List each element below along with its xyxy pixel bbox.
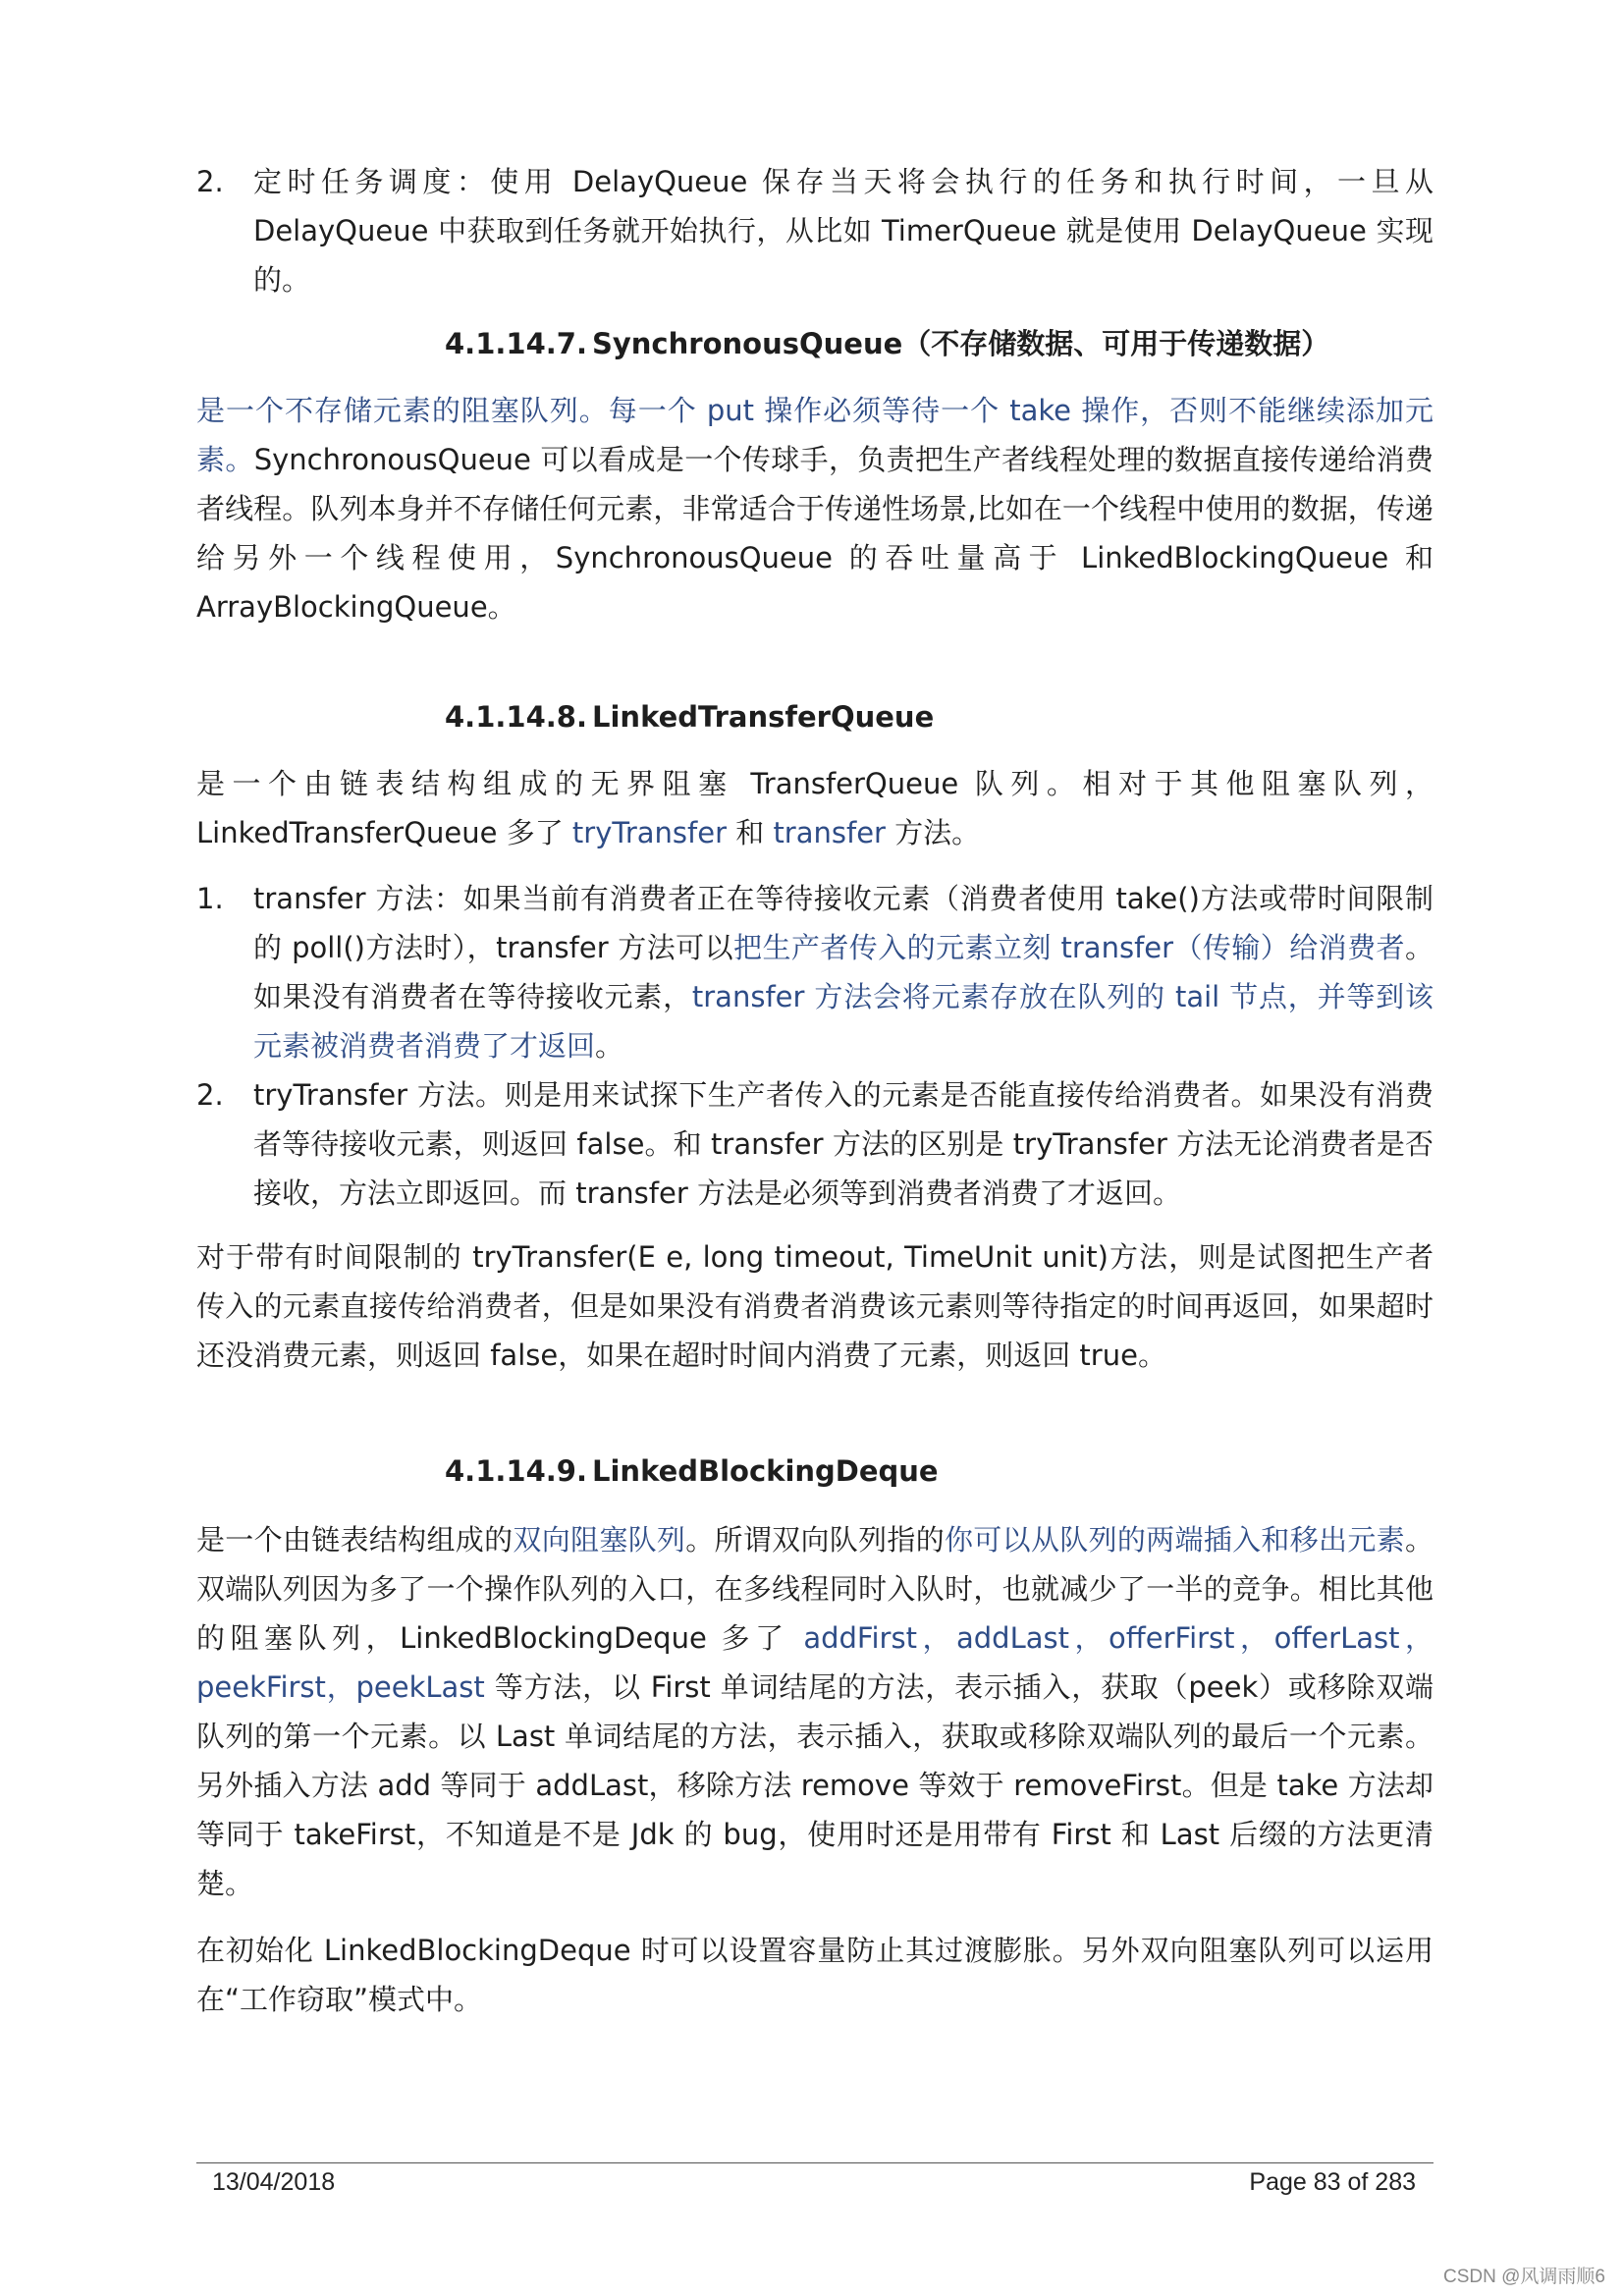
paragraph-text: 等方法，以 First 单词结尾的方法，表示插入，获取（peek）或移除双端队列的第一个元素。以 Last 单词结尾的方法，表示插入，获取或移除双端队列的最后一个元素。另外插入方法 add 等同于 addLast，移除方法 remove 等效于 removeFirst。但是 take 方法却等同于 takeFirst，不知道是不是 Jdk 的 bug，使用时还是用带有 First 和 Last 后缀的方法更清楚。 (196, 1670, 1434, 1900)
section-title: LinkedBlockingDeque (592, 1454, 939, 1488)
footer-page-number: Page 83 of 283 (1249, 2168, 1416, 2196)
footer-rule (196, 2162, 1434, 2163)
paragraph-text: SynchronousQueue 可以看成是一个传球手，负责把生产者线程处理的数据直接传递给消费者线程。队列本身并不存储任何元素，非常适合于传递性场景,比如在一个线程中使用的数据，传递给另外一个线程使用，SynchronousQueue 的吞吐量高于 LinkedBlockingQueue 和 ArrayBlockingQueue。 (196, 443, 1434, 624)
section-body-linkedblockingdeque (196, 1515, 1434, 2024)
section-title: SynchronousQueue（不存储数据、可用于传递数据） (592, 327, 1330, 360)
section-heading-linkedtransferqueue (445, 697, 934, 737)
list-item-text: tryTransfer 方法。则是用来试探下生产者传入的元素是否能直接传给消费者。如果没有消费者等待接收元素，则返回 false。和 transfer 方法的区别是 tryTransfer 方法无论消费者是否接收，方法立即返回。而 transfer 方法是必须等到消费者消费了才返回。 (253, 1078, 1434, 1210)
section-body-synchronousqueue (196, 386, 1434, 631)
paragraph: 在初始化 LinkedBlockingDeque 时可以设置容量防止其过渡膨胀。另外双向阻塞队列可以运用在“工作窃取”模式中。 (196, 1934, 1434, 2016)
paragraph: 对于带有时间限制的 tryTransfer(E e, long timeout, TimeUnit unit)方法，则是试图把生产者传入的元素直接传给消费者，但是如果没有消费者消费该元素则等待指定的时间再返回，如果超时还没消费元素，则返回 false，如果在超时时间内消费了元素，则返回 true。 (196, 1240, 1434, 1372)
list-item (196, 874, 1434, 1070)
section-number: 4.1.14.8. (445, 700, 587, 734)
paragraph-text: 方法。 (885, 816, 981, 849)
paragraph-text: 。 (595, 1029, 624, 1063)
section-heading-linkedblockingdeque (445, 1451, 939, 1491)
section-number: 4.1.14.7. (445, 327, 587, 360)
paragraph-text: 。双端队列因为多了一个操作队列的入口，在多线程同时入队时，也就减少了一半的竞争。相比其他的阻塞队列，LinkedBlockingDeque 多了 (196, 1523, 1434, 1655)
highlight-text: 是一个不存储元素的阻塞队列。每一个 put 操作必须等待一个 take 操作，否则不能继续添加元素。 (196, 394, 1434, 476)
list-number: 1. (196, 882, 224, 915)
list-item (196, 157, 1434, 304)
paragraph (196, 386, 1434, 631)
list-number: 2. (196, 165, 224, 198)
method-name: transfer (773, 816, 886, 849)
highlight-text: 双向阻塞队列 (513, 1523, 686, 1557)
highlight-text: 把生产者传入的元素立刻 transfer（传输）给消费者 (733, 931, 1405, 964)
section-intro-linkedtransferqueue (196, 759, 1434, 857)
paragraph (196, 759, 1434, 857)
paragraph-text: 是一个由链表结构组成的无界阻塞 TransferQueue 队列。相对于其他阻塞队列，LinkedTransferQueue 多了 (196, 767, 1434, 849)
list-item-text (253, 874, 1434, 1070)
paragraph (196, 1515, 1434, 1908)
list-number: 2. (196, 1078, 224, 1112)
highlight-text: transfer 方法会将元素存放在队列的 tail 节点，并等到该元素被消费者消费了才返回 (253, 980, 1434, 1063)
section-title: LinkedTransferQueue (592, 700, 935, 734)
watermark: CSDN @风调雨顺6 (1443, 2267, 1605, 2287)
list-item-text: 定时任务调度：使用 DelayQueue 保存当天将会执行的任务和执行时间，一旦从 DelayQueue 中获取到任务就开始执行，从比如 TimerQueue 就是使用 DelayQueue 实现的。 (253, 165, 1434, 297)
list-item (196, 1070, 1434, 1218)
method-name: tryTransfer (571, 816, 727, 849)
paragraph-text: 。所谓双向队列指的 (685, 1523, 946, 1557)
paragraph-text: 和 (727, 816, 774, 849)
paragraph-text: 是一个由链表结构组成的 (196, 1523, 514, 1557)
paragraph-text: transfer 方法：如果当前有消费者正在等待接收元素（消费者使用 take()方法或带时间限制的 poll()方法时），transfer 方法可以 (253, 882, 1434, 964)
section-number: 4.1.14.9. (445, 1454, 587, 1488)
footer-date: 13/04/2018 (212, 2168, 336, 2196)
section-body-linkedtransferqueue (196, 1232, 1434, 1380)
section-heading-synchronousqueue (445, 324, 1329, 363)
highlight-text: 你可以从队列的两端插入和移出元素 (945, 1523, 1405, 1557)
method-list: addFirst，addLast，offerFirst，offerLast，peekFirst，peekLast (196, 1621, 1434, 1704)
paragraph-text: 。如果没有消费者在等待接收元素， (253, 931, 1434, 1013)
